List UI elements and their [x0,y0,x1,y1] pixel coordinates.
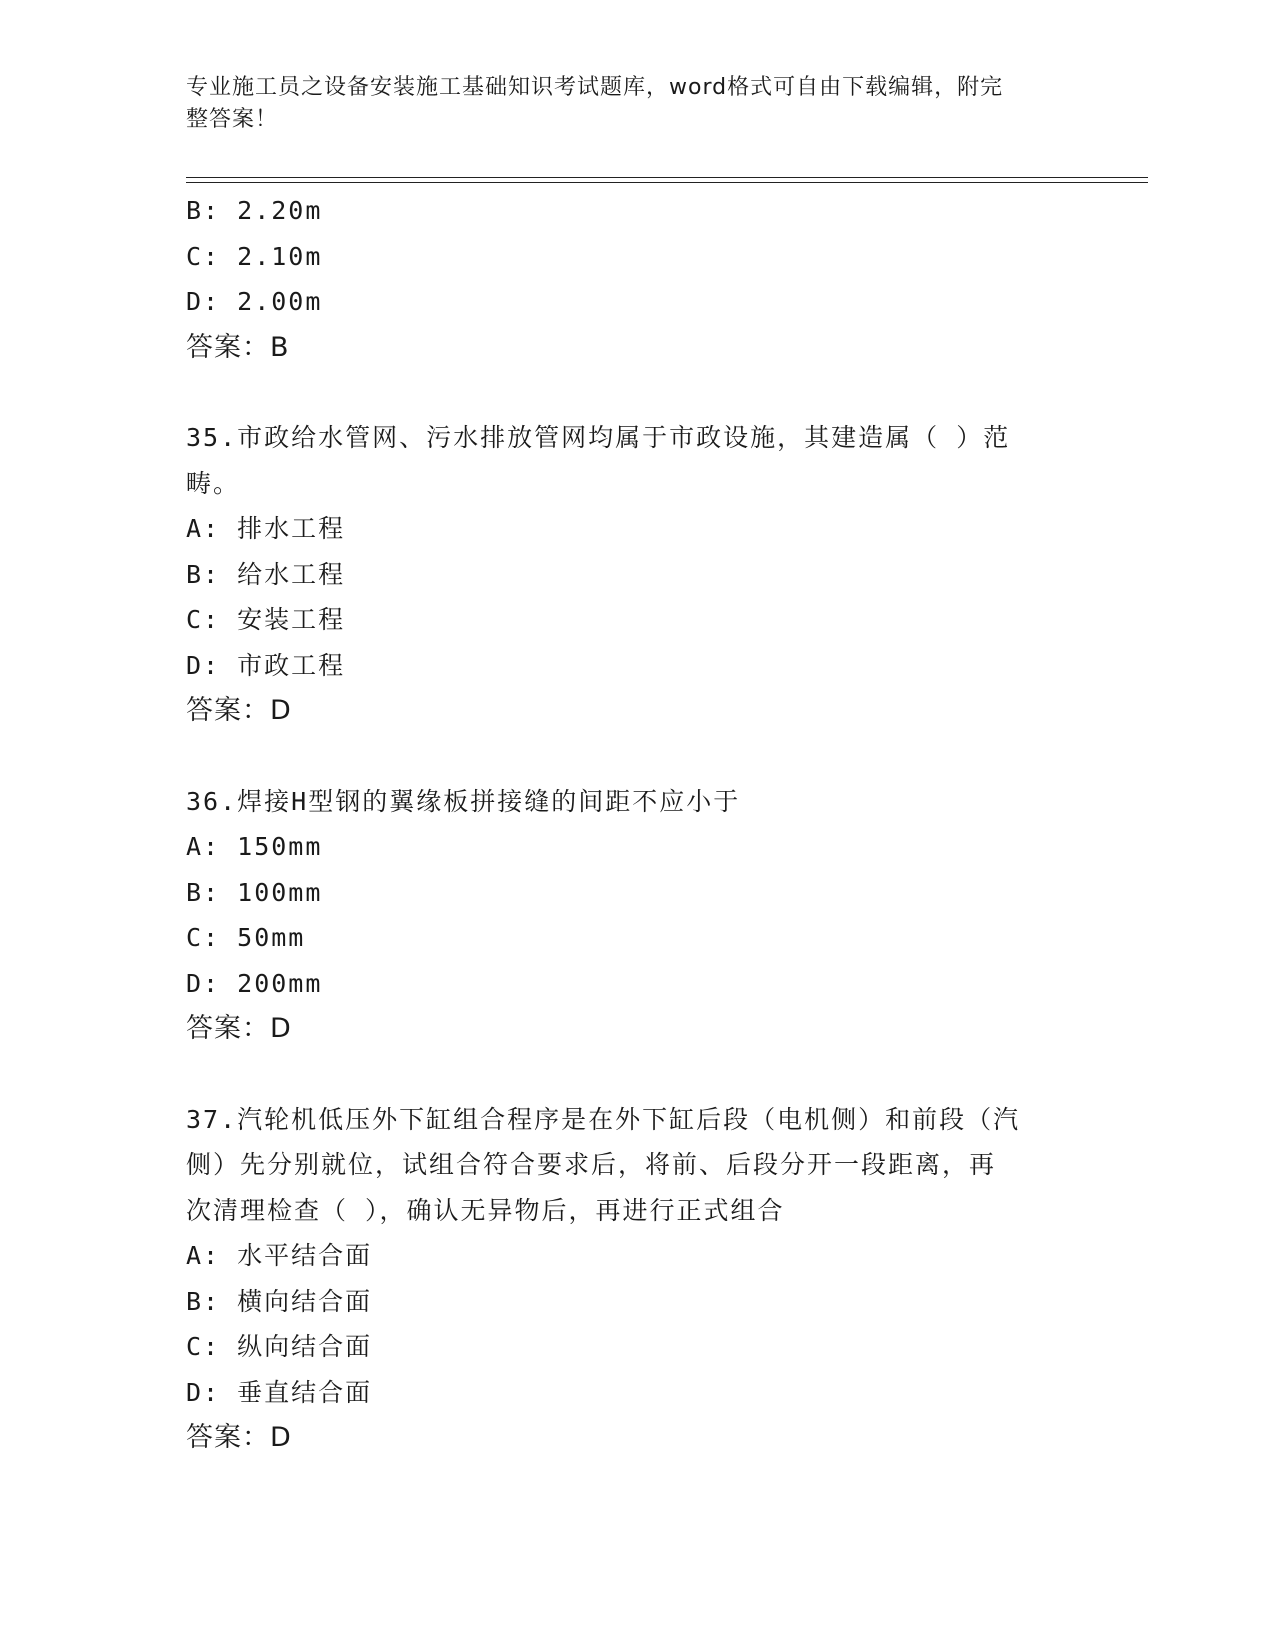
header-line-1: 专业施工员之设备安装施工基础知识考试题库，word格式可自由下载编辑，附完 [186,75,1004,100]
option-b: B: 给水工程 [186,559,346,589]
header-divider-top [186,177,1148,178]
answer-line: 答案：B [186,331,290,363]
question-text-line: 37.汽轮机低压外下缸组合程序是在外下缸后段（电机侧）和前段（汽 [186,1104,1021,1134]
document-header [186,72,1066,136]
option-c: C: 2.10m [186,241,323,271]
question-text-line: 侧）先分别就位，试组合符合要求后，将前、后段分开一段距离，再 [186,1150,997,1179]
option-d: D: 2.00m [186,287,323,316]
question-36 [186,779,1066,1052]
option-a: A: 水平结合面 [186,1241,373,1270]
option-c: C: 纵向结合面 [186,1332,373,1361]
header-divider-bottom [186,182,1148,183]
option-a: A: 排水工程 [186,514,346,543]
option-b: B: 100mm [186,877,323,907]
option-a: A: 150mm [186,832,323,861]
question-34-tail [186,188,1066,370]
option-d: D: 市政工程 [186,650,346,680]
answer-line: 答案：D [186,695,292,726]
question-text-line: 36.焊接H型钢的翼缘板拼接缝的间距不应小于 [186,786,741,816]
question-text-line: 35.市政给水管网、污水排放管网均属于市政设施，其建造属（ ）范 [186,423,1011,452]
answer-line: 答案：D [186,1013,292,1044]
option-c: C: 50mm [186,923,306,952]
option-d: D: 200mm [186,968,323,998]
header-line-2: 整答案！ [186,107,279,132]
question-list [186,188,1066,1461]
option-b: B: 横向结合面 [186,1286,373,1316]
question-37 [186,1097,1066,1461]
question-text-line: 次清理检查（ ），确认无异物后，再进行正式组合 [186,1195,785,1225]
question-35 [186,415,1066,734]
option-b: B: 2.20m [186,196,323,225]
question-text-line: 畴。 [186,468,241,498]
answer-line: 答案：D [186,1422,292,1453]
option-c: C: 安装工程 [186,605,346,634]
option-d: D: 垂直结合面 [186,1377,373,1407]
